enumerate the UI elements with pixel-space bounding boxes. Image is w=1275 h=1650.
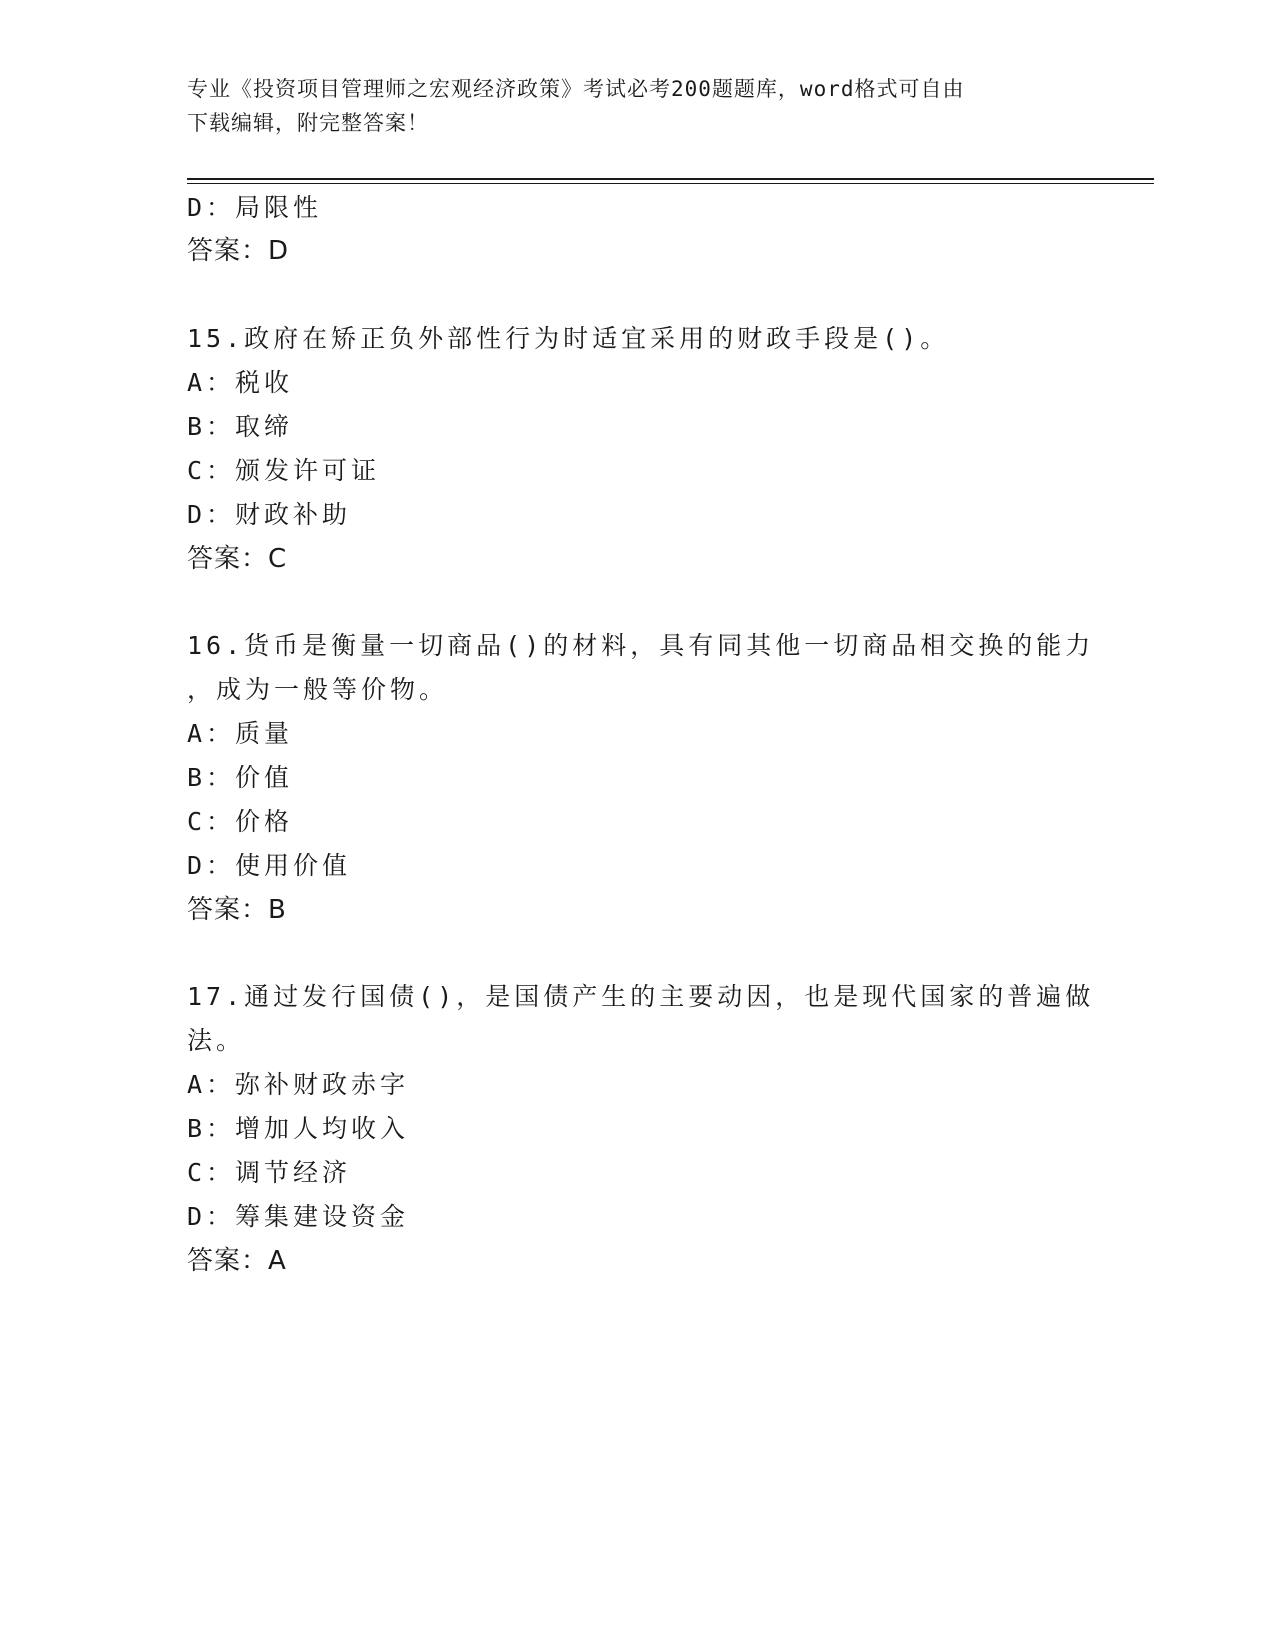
header-line-2: 下载编辑，附完整答案！ <box>187 111 429 135</box>
q17-option-c: C：调节经济 <box>187 1158 352 1187</box>
q17-stem-line-2: 法。 <box>187 1026 246 1055</box>
document-header <box>187 72 1077 140</box>
header-line-1: 专业《投资项目管理师之宏观经济政策》考试必考200题题库，word格式可自由 <box>187 77 965 101</box>
q15-option-a: A：税收 <box>187 368 294 397</box>
q16-answer: 答案：B <box>187 895 287 925</box>
header-divider-thick <box>187 178 1154 180</box>
q16-stem-line-1: 16.货币是衡量一切商品()的材料，具有同其他一切商品相交换的能力 <box>187 631 1095 660</box>
q16-option-c: C：价格 <box>187 807 294 836</box>
q17-option-a: A：弥补财政赤字 <box>187 1070 410 1099</box>
q15-option-b: B：取缔 <box>187 412 294 441</box>
q15-answer: 答案：C <box>187 544 288 574</box>
q17-option-b: B：增加人均收入 <box>187 1114 410 1143</box>
q15-option-c: C：颁发许可证 <box>187 456 381 485</box>
q17-option-d: D：筹集建设资金 <box>187 1202 410 1231</box>
header-divider-thin <box>187 183 1154 184</box>
prev-option-d: D：局限性 <box>187 193 323 222</box>
q16-option-a: A：质量 <box>187 719 294 748</box>
q16-option-b: B：价值 <box>187 763 294 792</box>
q15-option-d: D：财政补助 <box>187 500 352 529</box>
prev-answer: 答案：D <box>187 236 290 266</box>
q16-option-d: D：使用价值 <box>187 851 352 880</box>
q15-stem: 15.政府在矫正负外部性行为时适宜采用的财政手段是()。 <box>187 324 950 353</box>
q17-stem-line-1: 17.通过发行国债()，是国债产生的主要动因，也是现代国家的普遍做 <box>187 982 1095 1011</box>
q16-stem-line-2: ，成为一般等价物。 <box>187 675 449 704</box>
q17-answer: 答案：A <box>187 1246 287 1276</box>
